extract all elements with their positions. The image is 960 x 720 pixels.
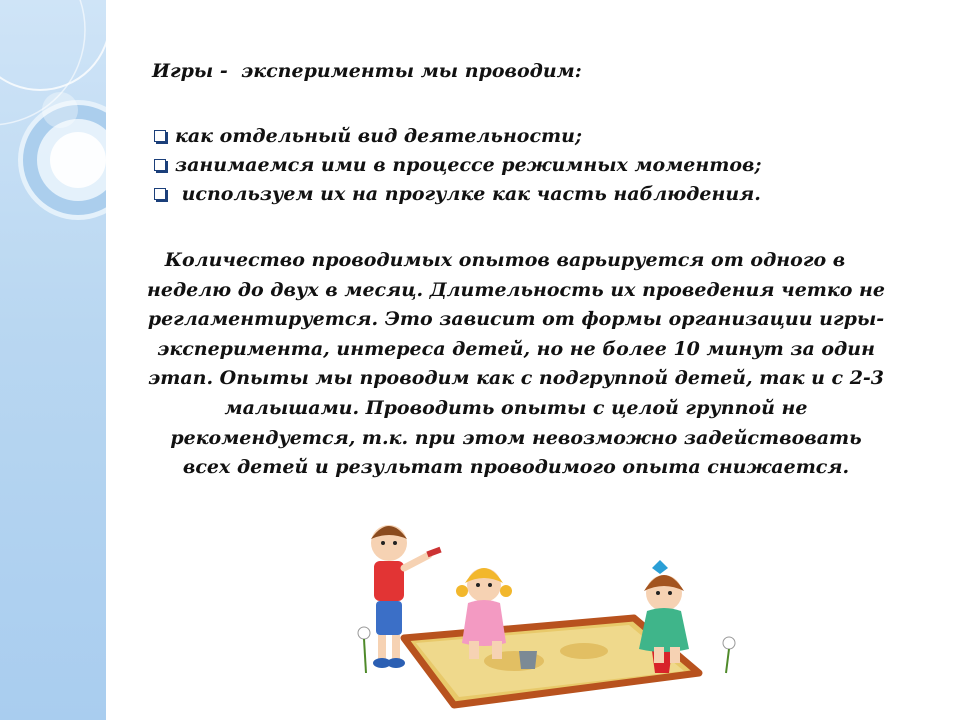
bullet-list [154,121,762,208]
bullet-text: как отдельный вид деятельности; [175,124,582,147]
checkbox-bullet-icon [154,159,166,171]
decorative-sidebar [0,0,106,720]
bullet-text: занимаемся ими в процессе режимных моментов; [175,153,762,176]
checkbox-bullet-icon [154,130,166,142]
slide-heading: Игры - эксперименты мы проводим: [152,60,582,82]
list-item [154,179,762,208]
bullet-text: используем их на прогулке как часть наблюдения. [175,182,761,205]
decorative-circles [0,0,106,720]
body-paragraph: Количество проводимых опытов варьируется от одного в неделю до двух в месяц. Длительность их проведения четко не регламентируется. Это зависит от формы организации игры-эксперимента, интереса детей, но не более 10 минут за один этап. Опыты мы проводим как с подгруппой детей, так и с 2-3 малышами. Проводить опыты с целой группой не рекомендуется, т.к. при этом невозможно задействовать всех детей и результат проводимого опыта снижается. [147,249,885,479]
slide-content [106,0,960,720]
list-item [154,121,762,150]
list-item [154,150,762,179]
checkbox-bullet-icon [154,188,166,200]
children-sandbox-illustration [334,523,804,713]
